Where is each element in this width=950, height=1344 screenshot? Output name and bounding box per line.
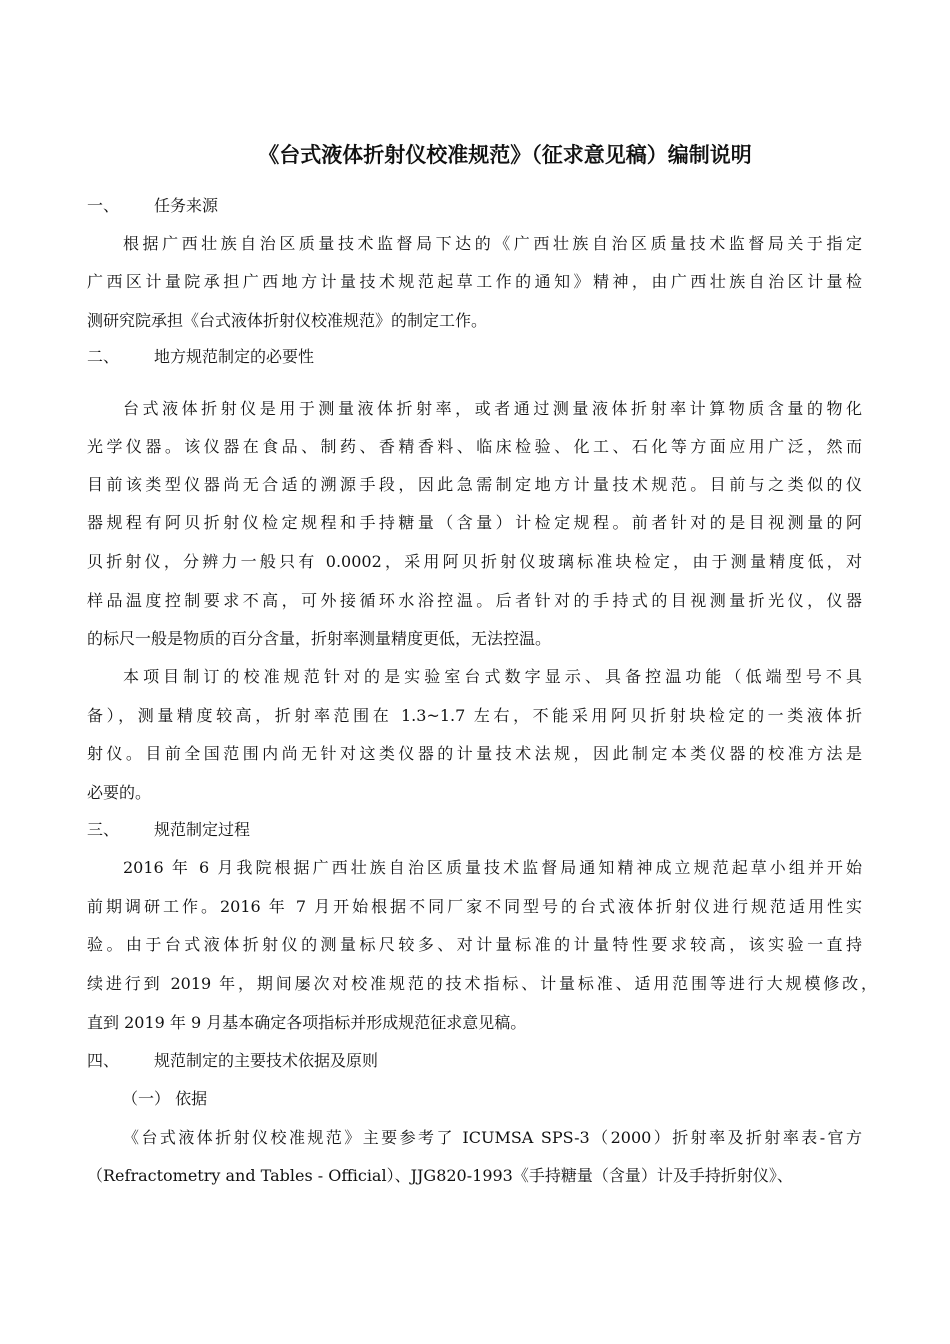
text-line: 样品温度控制要求不高，可外接循环水浴控温。后者针对的手持式的目视测量折光仪，仪器 xyxy=(87,591,862,610)
text-line: 本项目制订的校准规范针对的是实验室台式数字显示、具备控温功能（低端型号不具 xyxy=(123,667,862,686)
text-line: 2016 年 6 月我院根据广西壮族自治区质量技术监督局通知精神成立规范起草小组并开始 xyxy=(123,858,862,877)
text-line: 《台式液体折射仪校准规范》主要参考了 ICUMSA SPS-3（2000）折射率及折射率表-官方 xyxy=(123,1128,862,1147)
text-line: 验。由于台式液体折射仪的测量标尺较多、对计量标准的计量特性要求较高，该实验一直持 xyxy=(87,935,862,954)
subsection-heading: （一） 依据 xyxy=(122,1089,208,1108)
section-heading-2 xyxy=(87,345,314,369)
section-heading-1 xyxy=(87,194,218,218)
section-number: 一、 xyxy=(87,196,120,215)
text-line: 广西区计量院承担广西地方计量技术规范起草工作的通知》精神，由广西壮族自治区计量检 xyxy=(87,272,862,291)
text-line: 光学仪器。该仪器在食品、制药、香精香料、临床检验、化工、石化等方面应用广泛，然而 xyxy=(87,437,862,456)
text-line: 贝折射仪，分辨力一般只有 0.0002，采用阿贝折射仪玻璃标准块检定，由于测量精度低，对 xyxy=(87,552,862,571)
text-line: 前期调研工作。2016 年 7 月开始根据不同厂家不同型号的台式液体折射仪进行规范适用性实 xyxy=(87,897,862,916)
section-title: 任务来源 xyxy=(154,196,219,215)
document-title: 《台式液体折射仪校准规范》（征求意见稿）编制说明 xyxy=(258,143,752,167)
text-line: 的标尺一般是物质的百分含量，折射率测量精度更低，无法控温。 xyxy=(87,629,552,648)
section-number: 三、 xyxy=(87,820,120,839)
text-line: 根据广西壮族自治区质量技术监督局下达的《广西壮族自治区质量技术监督局关于指定 xyxy=(123,234,862,253)
text-line: 直到 2019 年 9 月基本确定各项指标并形成规范征求意见稿。 xyxy=(87,1013,527,1032)
text-line: 器规程有阿贝折射仪检定规程和手持糖量（含量）计检定规程。前者针对的是目视测量的阿 xyxy=(87,513,862,532)
text-line: 必要的。 xyxy=(87,783,152,802)
section-heading-4 xyxy=(87,1049,378,1073)
section-number: 二、 xyxy=(87,347,120,366)
text-line: 续进行到 2019 年，期间屡次对校准规范的技术指标、计量标准、适用范围等进行大规模修改， xyxy=(87,974,877,993)
section-heading-3 xyxy=(87,818,250,842)
text-line: （Refractometry and Tables - Official）、JJG820-1993《手持糖量（含量）计及手持折射仪》、 xyxy=(87,1166,793,1185)
section-title: 规范制定过程 xyxy=(154,820,251,839)
section-title: 地方规范制定的必要性 xyxy=(154,347,315,366)
text-line: 目前该类型仪器尚无合适的溯源手段，因此急需制定地方计量技术规范。目前与之类似的仪 xyxy=(87,475,862,494)
text-line: 备），测量精度较高，折射率范围在 1.3~1.7 左右，不能采用阿贝折射块检定的一类液体折 xyxy=(87,706,862,725)
text-line: 射仪。目前全国范围内尚无针对这类仪器的计量技术法规，因此制定本类仪器的校准方法是 xyxy=(87,744,862,763)
section-number: 四、 xyxy=(87,1051,120,1070)
text-line: 测研究院承担《台式液体折射仪校准规范》的制定工作。 xyxy=(87,311,488,330)
text-line: 台式液体折射仪是用于测量液体折射率，或者通过测量液体折射率计算物质含量的物化 xyxy=(123,399,862,418)
section-title: 规范制定的主要技术依据及原则 xyxy=(154,1051,379,1070)
